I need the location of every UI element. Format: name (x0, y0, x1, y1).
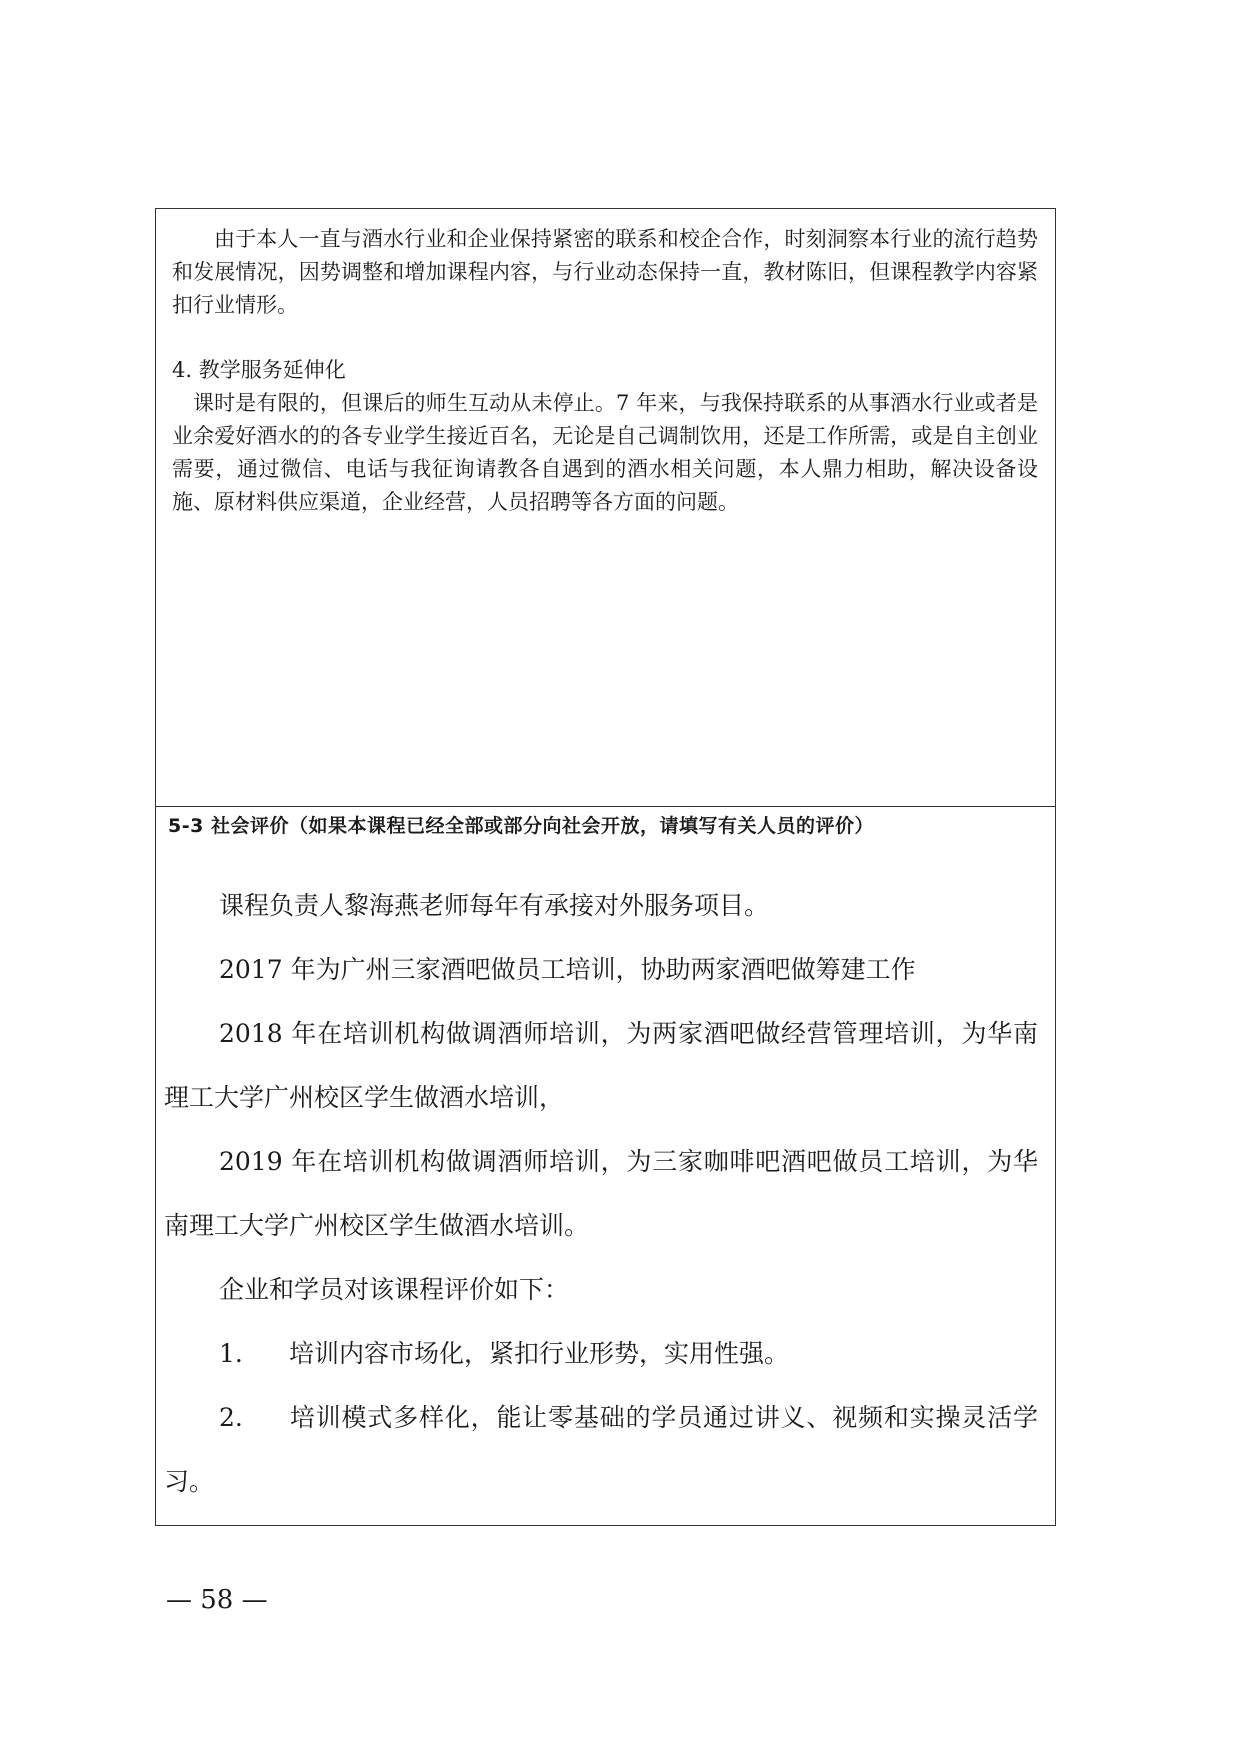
paragraph-evaluation-intro: 企业和学员对该课程评价如下： (219, 1275, 570, 1304)
list-item-text: 培训内容市场化，紧扣行业形势，实用性强。 (289, 1339, 790, 1368)
list-item-text: 培训模式多样化，能让零基础的学员通过讲义、视频和实操灵活学习。 (164, 1403, 1038, 1496)
paragraph-spacer (172, 322, 1038, 354)
heading-teaching-service-extension: 4. 教学服务延伸化 (172, 358, 346, 382)
list-item-number: 2. (219, 1403, 243, 1432)
paragraph-after-class-interaction: 课时是有限的，但课后的师生互动从未停止。7 年来，与我保持联系的从事酒水行业或者是业余爱好酒水的的各专业学生接近百名，无论是自己调制饮用，还是工作所需，或是自主创业需要，通过微信、电话与我征询请教各自遇到的酒水相关问题，本人鼎力相助，解决设备设施、原材料供应渠道，企业经营，人员招聘等各方面的问题。 (172, 391, 1038, 514)
paragraph-external-service: 课程负责人黎海燕老师每年有承接对外服务项目。 (219, 891, 770, 920)
form-table (155, 208, 1056, 1526)
list-item (164, 1386, 1038, 1514)
social-evaluation-section (164, 874, 1038, 1514)
table-row-divider (156, 806, 1055, 807)
page-number: — 58 — (166, 1585, 268, 1615)
paragraph-2019: 2019 年在培训机构做调酒师培训，为三家咖啡吧酒吧做员工培训，为华南理工大学广州校区学生做酒水培训。 (164, 1147, 1038, 1240)
section-heading-social-evaluation: 5-3 社会评价（如果本课程已经全部或部分向社会开放，请填写有关人员的评价） (168, 815, 874, 837)
paragraph-2017: 2017 年为广州三家酒吧做员工培训，协助两家酒吧做筹建工作 (219, 955, 916, 984)
list-item (164, 1322, 1038, 1386)
teaching-content-section (172, 223, 1038, 519)
paragraph-2018: 2018 年在培训机构做调酒师培训，为两家酒吧做经营管理培训，为华南理工大学广州校区学生做酒水培训， (164, 1019, 1038, 1112)
list-item-number: 1. (219, 1339, 243, 1368)
paragraph-industry-connection: 由于本人一直与酒水行业和企业保持紧密的联系和校企合作，时刻洞察本行业的流行趋势和发展情况，因势调整和增加课程内容，与行业动态保持一直，教材陈旧，但课程教学内容紧扣行业情形。 (172, 227, 1038, 317)
